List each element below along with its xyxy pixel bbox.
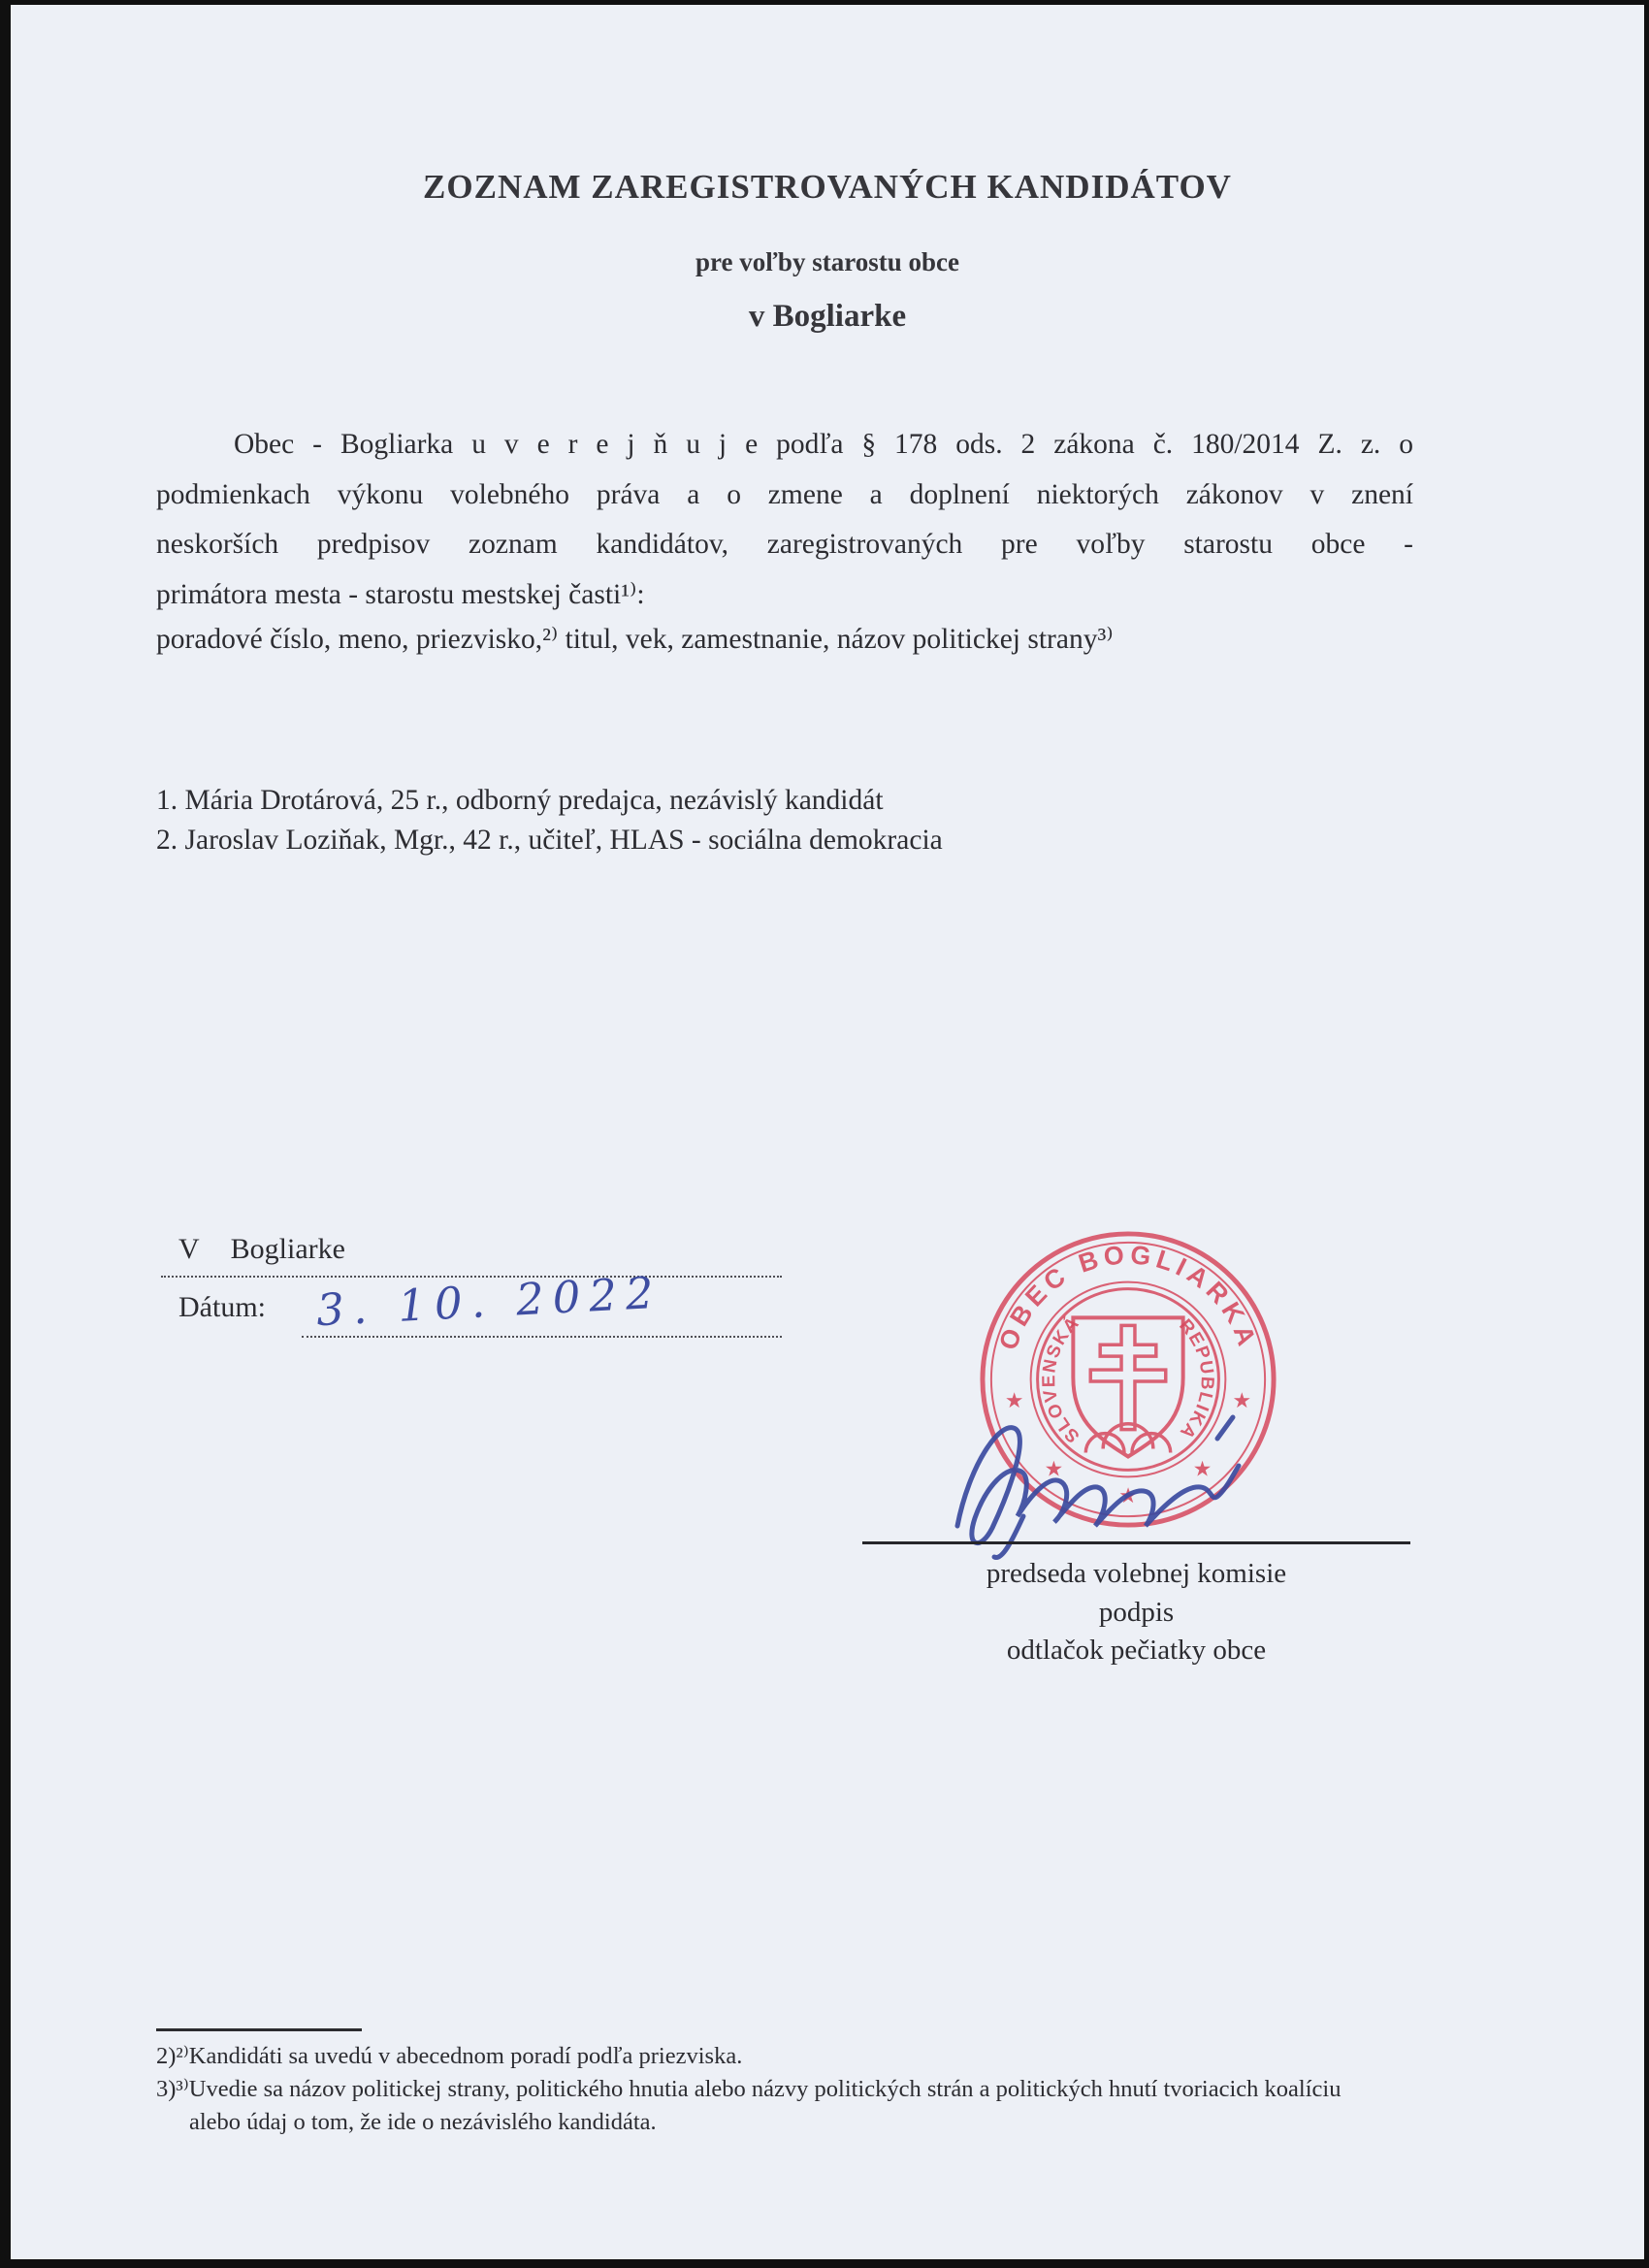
footnotes bbox=[156, 2040, 1514, 2139]
signature-caption-stamp: odtlačok pečiatky obce bbox=[1006, 1635, 1267, 1666]
document-page bbox=[11, 5, 1644, 2259]
svg-text:OBEC BOGLIARKA bbox=[993, 1240, 1263, 1353]
intro-line-1: Obec - Bogliarka u v e r e j ň u j e podľa § 178 ods. 2 zákona č. 180/2014 Z. z. o bbox=[234, 429, 1413, 460]
handwritten-signature bbox=[930, 1371, 1272, 1565]
star-icon: ★ bbox=[1118, 1483, 1138, 1508]
columns-description: poradové číslo, meno, priezvisko,²⁾ titul, vek, zamestnanie, názov politickej strany³⁾ bbox=[156, 624, 1114, 655]
signature-caption-podpis: podpis bbox=[1098, 1596, 1175, 1628]
intro-line-3: neskorších predpisov zoznam kandidátov, zaregistrovaných pre voľby starostu obce - bbox=[156, 529, 1413, 560]
footnote-divider bbox=[156, 2028, 362, 2031]
star-icon: ★ bbox=[1004, 1387, 1024, 1412]
star-icon: ★ bbox=[1192, 1456, 1212, 1481]
page-title: ZOZNAM ZAREGISTROVANÝCH KANDIDÁTOV bbox=[423, 168, 1232, 206]
signature-caption-block bbox=[862, 1555, 1410, 1670]
signature-line bbox=[862, 1541, 1410, 1544]
handwritten-date: 3. 10. 2022 bbox=[314, 1266, 663, 1337]
signature-icon bbox=[930, 1371, 1272, 1565]
footnote-3-line-2: alebo údaj o tom, že ide o nezávislého kandidáta. bbox=[189, 2109, 657, 2135]
star-icon: ★ bbox=[1044, 1456, 1064, 1481]
candidate-row: 2. Jaroslav Loziňak, Mgr., 42 r., učiteľ, HLAS - sociálna demokracia bbox=[156, 825, 943, 856]
candidate-row: 1. Mária Drotárová, 25 r., odborný predajca, nezávislý kandidát bbox=[156, 785, 884, 816]
page-subtitle: pre voľby starostu obce bbox=[695, 247, 959, 276]
date-label: Dátum: bbox=[178, 1291, 266, 1323]
intro-paragraph bbox=[156, 420, 1413, 620]
stamp-inner-right-text: REPUBLIKA bbox=[1175, 1315, 1217, 1443]
intro-line-2: podmienkach výkonu volebného práva a o zmene a doplnení niektorých zákonov v znení bbox=[156, 478, 1413, 510]
star-icon: ★ bbox=[1232, 1387, 1252, 1412]
signature-caption-role: predseda volebnej komisie bbox=[986, 1558, 1287, 1589]
place-signing-row bbox=[161, 1233, 782, 1278]
stamp-outer-text: OBEC BOGLIARKA bbox=[992, 1240, 1264, 1354]
intro-line-4: primátora mesta - starostu mestskej časti¹⁾: bbox=[156, 578, 645, 610]
page-place-line: v Bogliarke bbox=[748, 299, 907, 334]
place-value: Bogliarke bbox=[230, 1233, 345, 1265]
candidate-list bbox=[156, 781, 1437, 860]
footnote-3-line-1: 3)³⁾Uvedie sa názov politickej strany, politického hnutia alebo názvy politických strán a politických hnutí tvoriacich koalíciu bbox=[156, 2076, 1342, 2102]
date-signing-row bbox=[161, 1266, 782, 1338]
stamp-inner-left-text: SLOVENSKÁ bbox=[1039, 1312, 1084, 1447]
place-label: V bbox=[178, 1233, 200, 1265]
footnote-2: 2)²⁾Kandidáti sa uvedú v abecednom poradí podľa priezviska. bbox=[156, 2043, 743, 2069]
date-dotted-line bbox=[302, 1334, 782, 1338]
